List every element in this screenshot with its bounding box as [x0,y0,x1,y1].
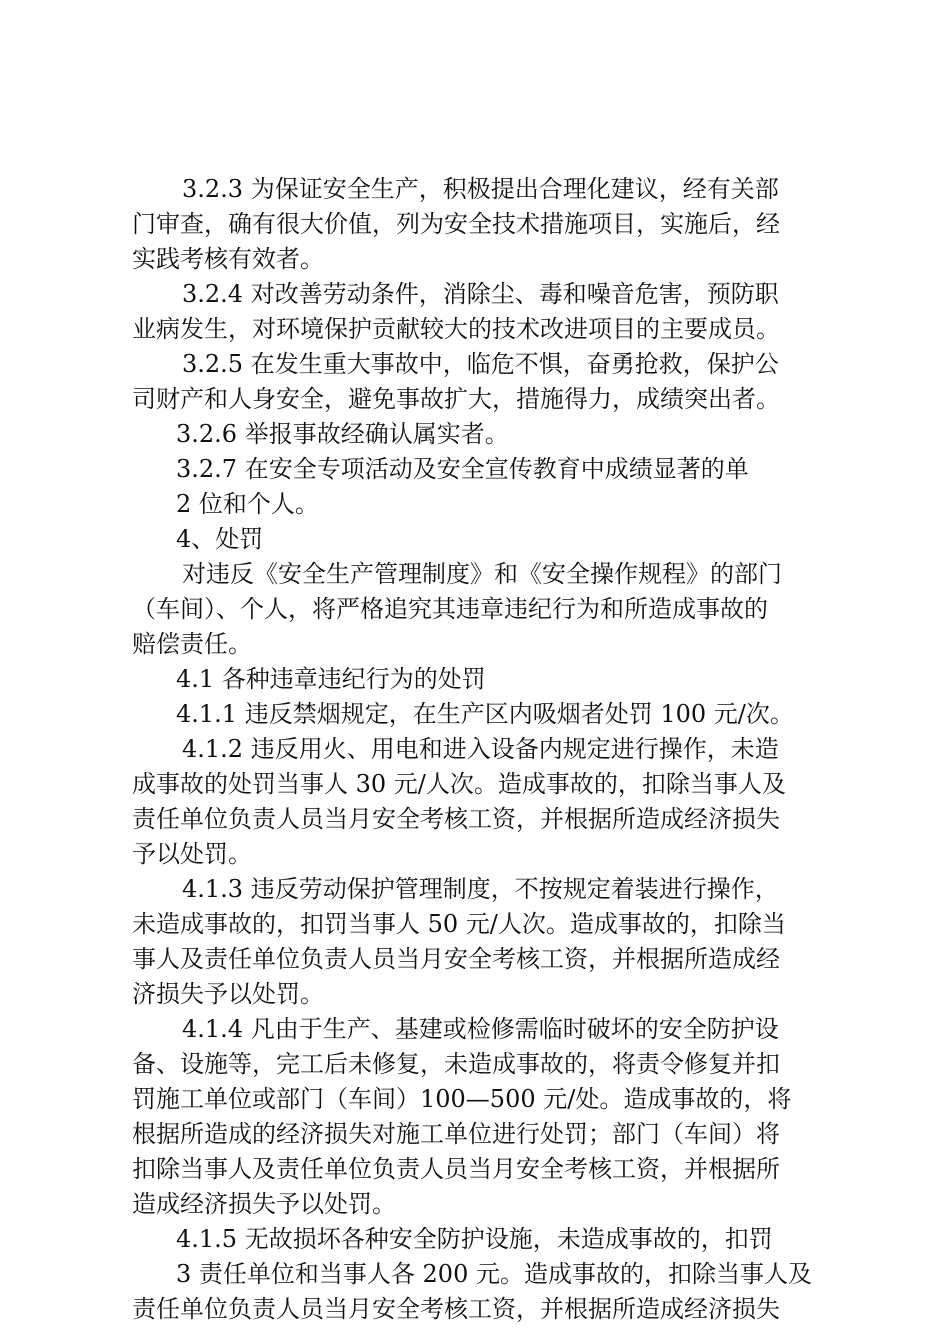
subsection-heading: 4.1 各种违章违纪行为的处罚 [176,665,486,693]
text-line: 3 责任单位和当事人各 200 元。造成事故的，扣除当事人及 [176,1260,812,1288]
text-line: 4.1.4 凡由于生产、基建或检修需临时破坏的安全防护设 [182,1015,779,1043]
text-line: 3.2.7 在安全专项活动及安全宣传教育中成绩显著的单 [176,455,749,483]
section-heading: 4、处罚 [176,525,264,553]
text-line: 4.1.3 违反劳动保护管理制度，不按规定着装进行操作， [182,875,779,903]
text-line: 业病发生，对环境保护贡献较大的技术改进项目的主要成员。 [132,315,780,343]
text-line: 责任单位负责人员当月安全考核工资，并根据所造成经济损失 [132,1295,780,1323]
text-line: 4.1.5 无故损坏各种安全防护设施，未造成事故的，扣罚 [176,1225,773,1253]
text-line: 济损失予以处罚。 [132,980,324,1008]
text-line: 门审查，确有很大价值，列为安全技术措施项目，实施后，经 [132,210,780,238]
text-line: （车间）、个人，将严格追究其违章违纪行为和所造成事故的 [132,595,768,623]
text-line: 罚施工单位或部门（车间）100—500 元/处。造成事故的，将 [132,1085,792,1113]
text-line: 3.2.6 举报事故经确认属实者。 [176,420,509,448]
text-line: 对违反《安全生产管理制度》和《安全操作规程》的部门 [182,560,782,588]
text-line: 备、设施等，完工后未修复，未造成事故的，将责令修复并扣 [132,1050,780,1078]
text-line: 赔偿责任。 [132,630,252,658]
text-line: 4.1.2 违反用火、用电和进入设备内规定进行操作，未造 [182,735,779,763]
text-line: 造成经济损失予以处罚。 [132,1190,396,1218]
text-line: 责任单位负责人员当月安全考核工资，并根据所造成经济损失 [132,805,780,833]
text-line: 司财产和人身安全，避免事故扩大，措施得力，成绩突出者。 [132,385,780,413]
text-line: 2 位和个人。 [176,490,319,518]
text-line: 扣除当事人及责任单位负责人员当月安全考核工资，并根据所 [132,1155,780,1183]
text-line: 3.2.5 在发生重大事故中，临危不惧，奋勇抢救，保护公 [182,350,779,378]
text-line: 予以处罚。 [132,840,252,868]
text-line: 成事故的处罚当事人 30 元/人次。造成事故的，扣除当事人及 [132,770,786,798]
text-line: 根据所造成的经济损失对施工单位进行处罚；部门（车间）将 [132,1120,780,1148]
text-line: 4.1.1 违反禁烟规定，在生产区内吸烟者处罚 100 元/次。 [176,700,794,728]
text-line: 3.2.4 对改善劳动条件，消除尘、毒和噪音危害，预防职 [182,280,779,308]
text-line: 3.2.3 为保证安全生产，积极提出合理化建议，经有关部 [182,175,779,203]
text-line: 未造成事故的，扣罚当事人 50 元/人次。造成事故的，扣除当 [132,910,786,938]
text-line: 事人及责任单位负责人员当月安全考核工资，并根据所造成经 [132,945,780,973]
text-line: 实践考核有效者。 [132,245,324,273]
